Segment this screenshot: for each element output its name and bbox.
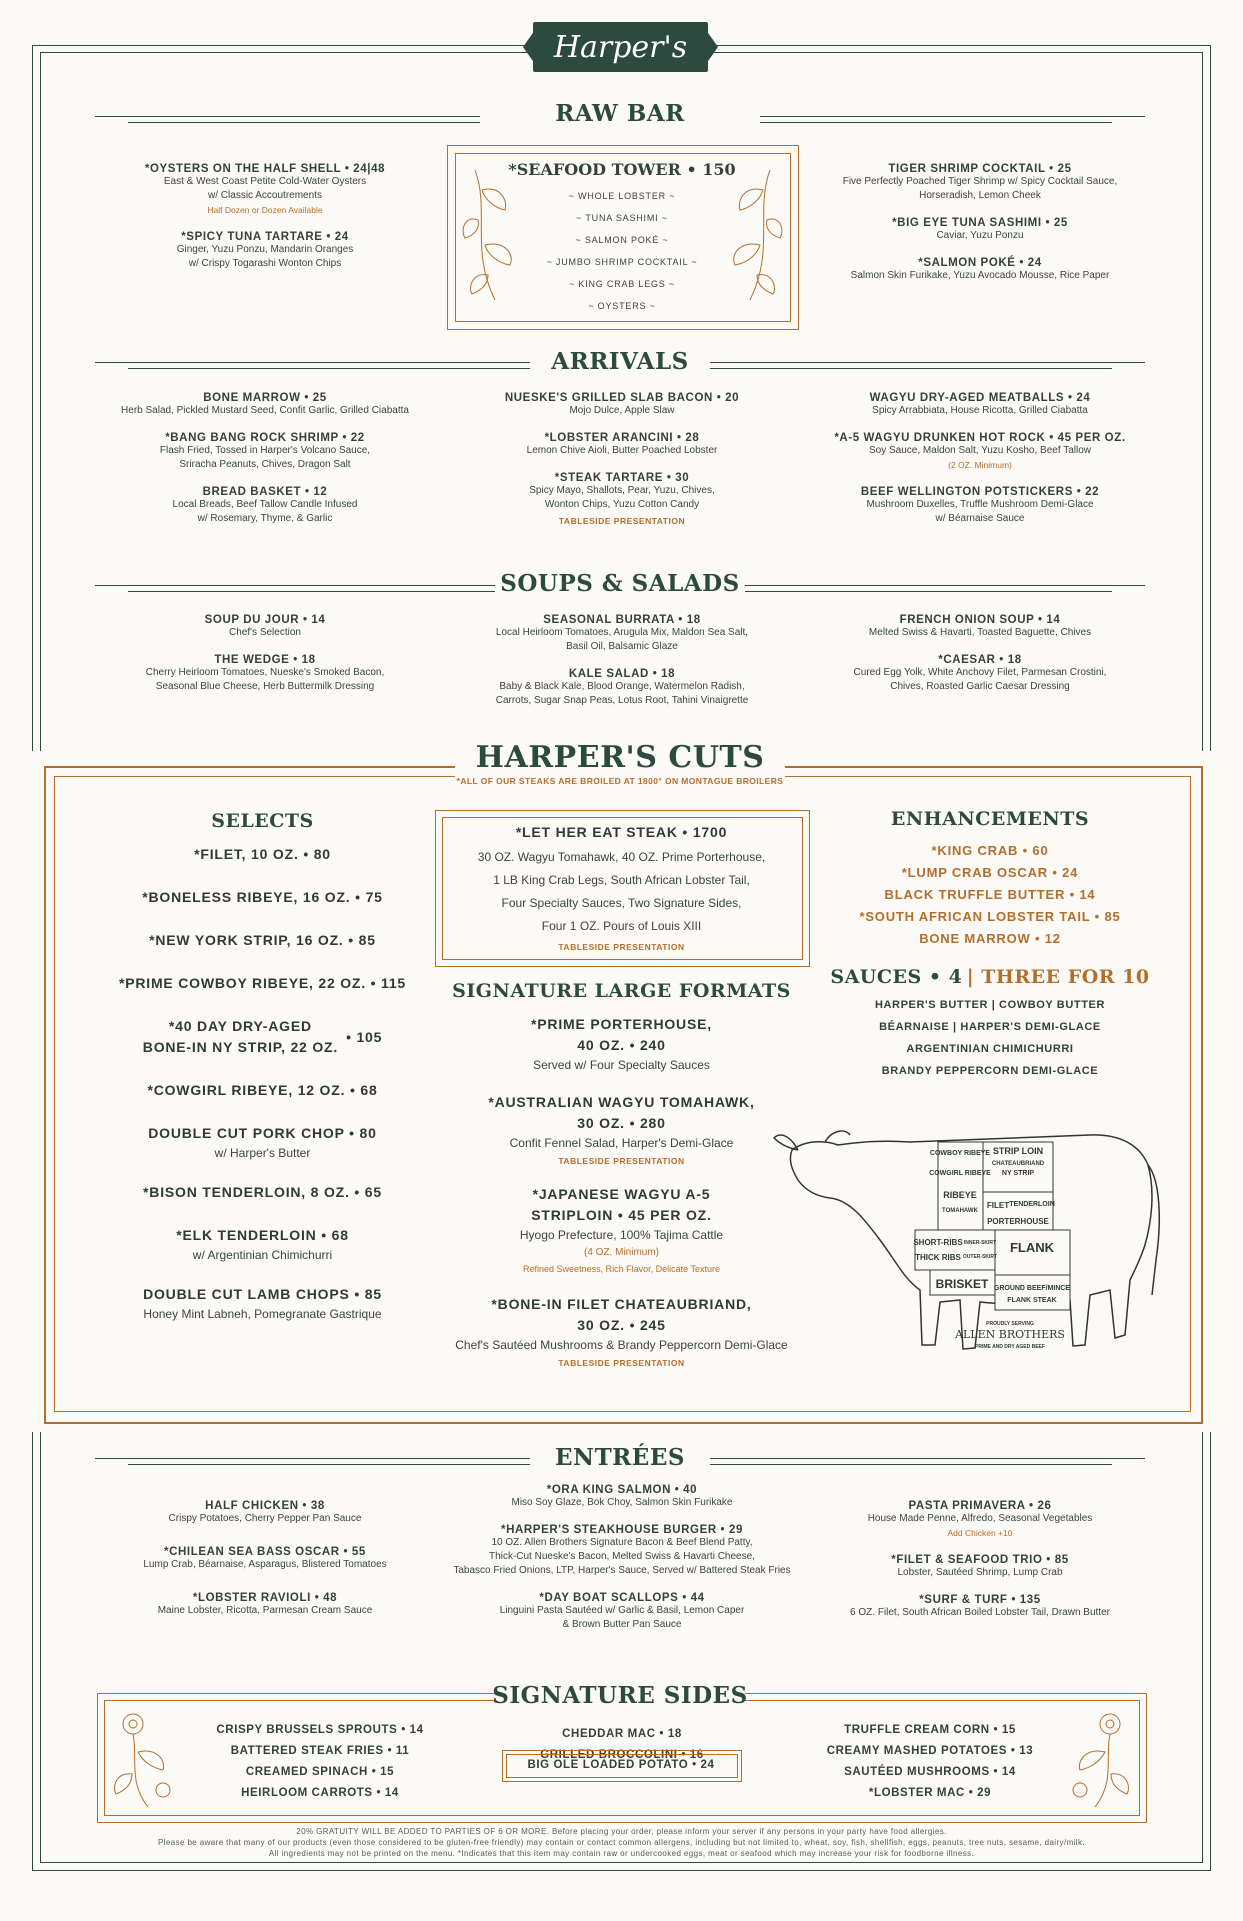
divider: [128, 122, 480, 123]
side-feature-item: BIG OLE LOADED POTATO • 24: [527, 1759, 715, 1771]
side-item: SAUTÉED MUSHROOMS • 14: [844, 1766, 1016, 1778]
menu-item: *LOBSTER ARANCINI • 28 Lemon Chive Aioli, Butter Poached Lobster: [526, 432, 718, 456]
steak-item: *AUSTRALIAN WAGYU TOMAHAWK, 30 OZ. • 280 Confit Fennel Salad, Harper's Demi-Glace TABLESIDE PRESENTATION: [488, 1094, 755, 1166]
divider: [128, 368, 530, 369]
selects-title: SELECTS: [211, 810, 314, 832]
cow-label: FILET: [986, 1201, 1010, 1210]
menu-item: *BANG BANG ROCK SHRIMP • 22 Flash Fried, Tossed in Harper's Volcano Sauce, Sriracha Peanuts, Chives, Dragon Salt: [159, 432, 371, 470]
cow-label: BRISKET: [935, 1277, 989, 1291]
section-title-raw-bar: RAW BAR: [555, 100, 685, 127]
sides-col-1: [185, 1720, 455, 1804]
tower-item: ~ WHOLE LOBSTER ~: [568, 191, 676, 201]
floral-left-icon: [108, 1702, 188, 1812]
cow-label: COWBOY RIBEYE: [929, 1150, 991, 1157]
menu-item: *SALMON POKÉ • 24 Salmon Skin Furikake, Yuzu Avocado Mousse, Rice Paper: [850, 257, 1110, 281]
entrees-col-1: [95, 1500, 435, 1632]
sauces-title: SAUCES • 4 | THREE FOR 10: [830, 966, 1150, 988]
menu-item: TIGER SHRIMP COCKTAIL • 25 Five Perfectly Poached Tiger Shrimp w/ Spicy Cocktail Sauce, Horseradish, Lemon Cheek: [842, 163, 1118, 201]
steak-item: *PRIME COWBOY RIBEYE, 22 OZ. • 115: [118, 975, 407, 991]
steak-item: *COWGIRL RIBEYE, 12 OZ. • 68: [147, 1082, 378, 1098]
side-item: CREAMED SPINACH • 15: [245, 1766, 395, 1778]
footer-disclaimer: 20% GRATUITY WILL BE ADDED TO PARTIES OF 6 OR MORE. Before placing your order, please inform your server if any persons in your party have food allergies. Please be aware that many of our products (even those considered to be gluten-free friendly) may contain or contact common allergens, including but not limited to, wheat, soy, fish, shellfish, eggs, peanuts, tree nuts, sesame, dairy/milk. All ingredients may not be printed on the menu. *Indicates that this item may contain raw or undercooked eggs, meat or seafood which may increase your risk for foodborne illness.: [157, 1827, 1086, 1858]
side-item: CRISPY BRUSSELS SPROUTS • 14: [216, 1724, 424, 1736]
steak-item: *PRIME PORTERHOUSE, 40 OZ. • 240 Served w/ Four Specialty Sauces: [531, 1016, 712, 1072]
cow-proudly-serving: PROUDLY SERVING: [986, 1321, 1034, 1327]
sauce-item: HARPER'S BUTTER | COWBOY BUTTER: [874, 999, 1106, 1011]
entrees-col-3: [810, 1500, 1150, 1634]
section-title-arrivals: ARRIVALS: [551, 348, 689, 375]
menu-item: *DAY BOAT SCALLOPS • 44 Linguini Pasta Sautéed w/ Garlic & Basil, Lemon Caper & Brown Butter Pan Sauce: [499, 1592, 745, 1630]
cow-cuts-illustration: [770, 1120, 1170, 1395]
sauce-item: BÉARNAISE | HARPER'S DEMI-GLACE: [879, 1021, 1101, 1033]
cow-label: OUTER-SKIRT: [962, 1254, 998, 1260]
large-formats-title: SIGNATURE LARGE FORMATS: [452, 980, 791, 1002]
section-title-signature-sides: SIGNATURE SIDES: [492, 1682, 748, 1709]
brand-logo: Harper's: [533, 22, 708, 72]
menu-item: SEASONAL BURRATA • 18 Local Heirloom Tomatoes, Arugula Mix, Maldon Sea Salt, Basil Oil, Balsamic Glaze: [495, 614, 749, 652]
entrees-col-2: [432, 1484, 812, 1646]
steak-item: DOUBLE CUT PORK CHOP • 80 w/ Harper's Butter: [148, 1125, 377, 1160]
floral-right-icon: [1055, 1702, 1135, 1812]
menu-item: *CHILEAN SEA BASS OSCAR • 55 Lump Crab, Béarnaise, Asparagus, Blistered Tomatoes: [143, 1546, 387, 1570]
menu-item: *HARPER'S STEAKHOUSE BURGER • 29 10 OZ. Allen Brothers Signature Bacon & Beef Blend Patty, Thick-Cut Nueske's Bacon, Melted Swiss & Havarti Cheese, Tabasco Fried Onions, LTP, Harper's Sauce, Served w/ Battered Steak Fries: [453, 1524, 791, 1576]
steak-item: *JAPANESE WAGYU A-5 STRIPLOIN • 45 PER OZ. Hyogo Prefecture, 100% Tajima Cattle (4 OZ. Minimum) Refined Sweetness, Rich Flavor, Delicate Texture: [519, 1186, 724, 1274]
divider: [95, 116, 480, 117]
divider: [710, 1464, 1112, 1465]
steak-item: *NEW YORK STRIP, 16 OZ. • 85: [149, 932, 376, 948]
raw-bar-right-column: [810, 163, 1150, 297]
cuts-subtitle: *ALL OF OUR STEAKS ARE BROILED AT 1800° ON MONTAGUE BROILERS: [456, 776, 784, 786]
steak-item: *BONE-IN FILET CHATEAUBRIAND, 30 OZ. • 245 Chef's Sautéed Mushrooms & Brandy Peppercorn Demi-Glace TABLESIDE PRESENTATION: [455, 1296, 788, 1368]
steak-item: DOUBLE CUT LAMB CHOPS • 85 Honey Mint Labneh, Pomegranate Gastrique: [143, 1286, 382, 1321]
menu-item: *CAESAR • 18 Cured Egg Yolk, White Anchovy Filet, Parmesan Crostini, Chives, Roasted Garlic Caesar Dressing: [853, 654, 1107, 692]
section-title-entrees: ENTRÉES: [555, 1444, 685, 1471]
cow-label: SHORT-RIBS: [913, 1238, 963, 1247]
menu-item: NUESKE'S GRILLED SLAB BACON • 20 Mojo Dulce, Apple Slaw: [504, 392, 740, 416]
menu-item: *FILET & SEAFOOD TRIO • 85 Lobster, Sautéed Shrimp, Lump Crab: [891, 1554, 1069, 1578]
tower-item: ~ KING CRAB LEGS ~: [569, 279, 675, 289]
side-item: HEIRLOOM CARROTS • 14: [241, 1787, 399, 1799]
seafood-tower-title: *SEAFOOD TOWER • 150: [508, 160, 736, 179]
side-item: TRUFFLE CREAM CORN • 15: [844, 1724, 1016, 1736]
steak-item: *BONELESS RIBEYE, 16 OZ. • 75: [142, 889, 383, 905]
enhancement-item: BLACK TRUFFLE BUTTER • 14: [884, 887, 1096, 902]
cow-label: CHATEAUBRIAND: [991, 1161, 1045, 1167]
menu-item: BREAD BASKET • 12 Local Breads, Beef Tallow Candle Infused w/ Rosemary, Thyme, & Garlic: [172, 486, 358, 524]
enhancement-item: *LUMP CRAB OSCAR • 24: [901, 865, 1079, 880]
steak-item: *ELK TENDERLOIN • 68 w/ Argentinian Chimichurri: [176, 1227, 349, 1262]
tower-item: ~ TUNA SASHIMI ~: [576, 213, 668, 223]
menu-item: *ORA KING SALMON • 40 Miso Soy Glaze, Bok Choy, Salmon Skin Furikake: [511, 1484, 733, 1508]
divider: [745, 591, 1112, 592]
cow-label: THICK RIBS: [915, 1253, 961, 1262]
steak-item: *BISON TENDERLOIN, 8 OZ. • 65: [143, 1184, 382, 1200]
divider: [710, 368, 1112, 369]
menu-item: *LOBSTER RAVIOLI • 48 Maine Lobster, Ricotta, Parmesan Cream Sauce: [157, 1592, 373, 1616]
tower-item: ~ SALMON POKÉ ~: [575, 235, 669, 245]
cow-label: TENDERLOIN: [1009, 1201, 1055, 1208]
cow-brand-sub: PRIME AND DRY AGED BEEF: [975, 1344, 1045, 1350]
cow-label: GROUND BEEF/MINCE: [993, 1285, 1071, 1292]
cow-label: STRIP LOIN: [992, 1146, 1044, 1156]
menu-item: WAGYU DRY-AGED MEATBALLS • 24 Spicy Arrabbiata, House Ricotta, Grilled Ciabatta: [869, 392, 1091, 416]
cow-label: NY STRIP: [1001, 1170, 1035, 1177]
cow-label: PORTERHOUSE: [987, 1217, 1049, 1226]
soups-col-3: [810, 614, 1150, 708]
sauce-item: ARGENTINIAN CHIMICHURRI: [906, 1043, 1074, 1055]
tower-item: ~ JUMBO SHRIMP COCKTAIL ~: [546, 257, 698, 267]
menu-item: FRENCH ONION SOUP • 14 Melted Swiss & Havarti, Toasted Baguette, Chives: [868, 614, 1092, 638]
cow-label: TOMAHAWK: [942, 1208, 978, 1214]
divider: [128, 1464, 530, 1465]
selects-column: [85, 810, 440, 1323]
cow-label: FLANK STEAK: [1007, 1297, 1057, 1304]
divider: [95, 585, 495, 586]
sauce-item: BRANDY PEPPERCORN DEMI-GLACE: [881, 1065, 1099, 1077]
side-item: BATTERED STEAK FRIES • 11: [230, 1745, 410, 1757]
cow-brand: ALLEN BROTHERS: [955, 1328, 1065, 1341]
side-item: *LOBSTER MAC • 29: [868, 1787, 992, 1799]
menu-item: THE WEDGE • 18 Cherry Heirloom Tomatoes, Nueske's Smoked Bacon, Seasonal Blue Cheese, Herb Buttermilk Dressing: [145, 654, 385, 692]
menu-item: *BIG EYE TUNA SASHIMI • 25 Caviar, Yuzu Ponzu: [892, 217, 1068, 241]
cow-label: RIBEYE: [943, 1190, 977, 1200]
cow-label: INNER-SKIRT: [963, 1240, 997, 1246]
menu-item: SOUP DU JOUR • 14 Chef's Selection: [204, 614, 326, 638]
menu-item: *STEAK TARTARE • 30 Spicy Mayo, Shallots, Pear, Yuzu, Chives, Wonton Chips, Yuzu Cotton Candy TABLESIDE PRESENTATION: [529, 472, 715, 526]
raw-bar-left-column: [95, 163, 435, 285]
soups-col-1: [95, 614, 435, 708]
arrivals-col-1: [95, 392, 435, 540]
menu-item: *SURF & TURF • 135 6 OZ. Filet, South African Boiled Lobster Tail, Drawn Butter: [850, 1594, 1110, 1618]
cow-label: COWGIRL RIBEYE: [929, 1170, 991, 1177]
divider: [760, 122, 1112, 123]
sides-col-3: [795, 1720, 1065, 1804]
soups-col-2: [447, 614, 797, 722]
side-item: GRILLED BROCCOLINI • 16: [540, 1749, 704, 1761]
enhancements-title: ENHANCEMENTS: [890, 808, 1090, 830]
menu-item: KALE SALAD • 18 Baby & Black Kale, Blood Orange, Watermelon Radish, Carrots, Sugar Snap Peas, Lotus Root, Tahini Vinaigrette: [495, 668, 749, 706]
cow-label: FLANK: [1009, 1240, 1055, 1255]
arrivals-col-3: [810, 392, 1150, 540]
enhancement-item: *SOUTH AFRICAN LOBSTER TAIL • 85: [859, 909, 1121, 924]
tower-item: ~ OYSTERS ~: [588, 301, 656, 311]
divider: [710, 362, 1145, 363]
divider: [745, 585, 1145, 586]
divider: [95, 362, 530, 363]
steak-item: *40 DAY DRY-AGED BONE-IN NY STRIP, 22 OZ. • 105: [142, 1018, 383, 1055]
menu-item: *A-5 WAGYU DRUNKEN HOT ROCK • 45 PER OZ. Soy Sauce, Maldon Salt, Yuzu Kosho, Beef Tallow (2 OZ. Minimum): [834, 432, 1126, 470]
enhancement-item: *KING CRAB • 60: [931, 843, 1049, 858]
menu-item: HALF CHICKEN • 38 Crispy Potatoes, Cherry Pepper Pan Sauce: [168, 1500, 362, 1524]
divider: [95, 1458, 530, 1459]
menu-item: BEEF WELLINGTON POTSTICKERS • 22 Mushroom Duxelles, Truffle Mushroom Demi-Glace w/ Béarnaise Sauce: [860, 486, 1100, 524]
menu-item: *SPICY TUNA TARTARE • 24 Ginger, Yuzu Ponzu, Mandarin Oranges w/ Crispy Togarashi Wonton Chips: [176, 231, 354, 269]
divider: [760, 116, 1145, 117]
enhancement-item: BONE MARROW • 12: [919, 931, 1061, 946]
large-formats-column: [435, 980, 808, 1368]
enhancements-column: [820, 808, 1160, 1082]
let-her-eat-steak: *LET HER EAT STEAK • 1700 30 OZ. Wagyu Tomahawk, 40 OZ. Prime Porterhouse, 1 LB King Crab Legs, South African Lobster Tail, Four Specialty Sauces, Two Signature Sides, Four 1 OZ. Pours of Louis XIII TABLESIDE PRESENTATION: [477, 824, 766, 952]
seafood-tower: [455, 160, 789, 317]
menu-item: PASTA PRIMAVERA • 26 House Made Penne, Alfredo, Seasonal Vegetables Add Chicken +10: [867, 1500, 1093, 1538]
side-item: CHEDDAR MAC • 18: [562, 1728, 682, 1740]
menu-item: *OYSTERS ON THE HALF SHELL • 24|48 East & West Coast Petite Cold-Water Oysters w/ Classic Accoutrements Half Dozen or Dozen Available: [144, 163, 386, 215]
section-title-harpers-cuts: HARPER'S CUTS: [475, 740, 765, 775]
section-title-soups-salads: SOUPS & SALADS: [500, 570, 740, 597]
divider: [710, 1458, 1145, 1459]
divider: [128, 591, 495, 592]
side-item: CREAMY MASHED POTATOES • 13: [826, 1745, 1034, 1757]
steak-item: *FILET, 10 OZ. • 80: [194, 846, 331, 862]
menu-item: BONE MARROW • 25 Herb Salad, Pickled Mustard Seed, Confit Garlic, Grilled Ciabatta: [121, 392, 409, 416]
arrivals-col-2: [447, 392, 797, 540]
